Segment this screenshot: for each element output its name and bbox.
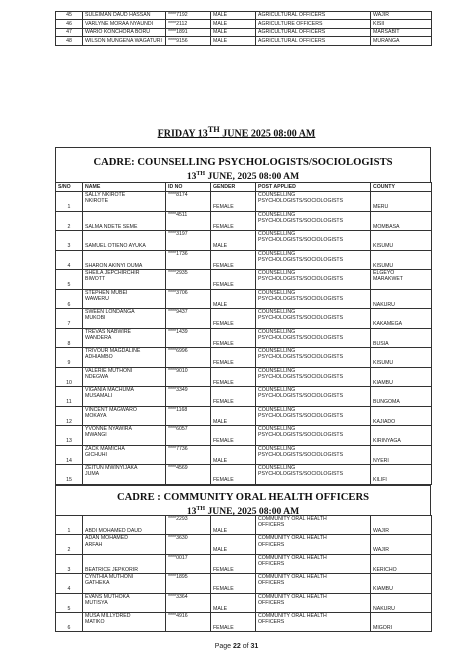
cell-name-line: TREVAS NABWIRE xyxy=(85,328,132,335)
cell-sno: 13 xyxy=(56,426,83,446)
cell-county-line: MARAKWET xyxy=(373,276,403,283)
cell-gender: FEMALE xyxy=(211,250,256,270)
cell-sno: 12 xyxy=(56,406,83,426)
table-row xyxy=(56,192,432,212)
cell-name-line: BEATRICE JEPKORIR xyxy=(85,566,138,573)
cell-name-line: SALMA NDETE SEME xyxy=(85,223,138,230)
cell-county-line: WAJIR xyxy=(373,547,389,554)
header-sno: S/NO xyxy=(56,183,83,192)
cell-post-line: PSYCHOLOGISTS/SOCIOLOGISTS xyxy=(258,432,344,439)
cell-gender: FEMALE xyxy=(211,328,256,348)
cell-county-line: KAJIADO xyxy=(373,418,396,425)
cell-post-line: COMMUNITY ORAL HEALTH xyxy=(258,535,327,542)
cell-gender: MALE xyxy=(211,516,256,535)
cell-name-line: ADHIAMBO xyxy=(85,354,113,361)
continued-table xyxy=(55,11,432,46)
cell-gender: MALE xyxy=(211,20,256,28)
cell-name xyxy=(83,426,166,446)
cell-sno: 10 xyxy=(56,367,83,387)
cell-county-line: KIAMBU xyxy=(373,379,393,386)
cell-county xyxy=(371,348,432,368)
cell-gender: FEMALE xyxy=(211,574,256,593)
cell-post-line: OFFICERS xyxy=(258,580,285,587)
cell-name-line: JUMA xyxy=(85,471,100,478)
cell-post-line: PSYCHOLOGISTS/SOCIOLOGISTS xyxy=(258,334,344,341)
header-county: COUNTY xyxy=(371,183,432,192)
cell-name-line: ADAN MOHAMED xyxy=(85,535,128,542)
cell-gender: FEMALE xyxy=(211,348,256,368)
cell-sno: 4 xyxy=(56,250,83,270)
cell-name-line: ABDI MOHAMED DAUD xyxy=(85,528,142,535)
cell-post xyxy=(256,328,371,348)
cell-county xyxy=(371,445,432,465)
cell-sno: 9 xyxy=(56,348,83,368)
cell-name xyxy=(83,348,166,368)
cell-name-line: VIGANIA MACHUMA xyxy=(85,387,134,393)
section-title: CADRE : COMMUNITY ORAL HEALTH OFFICERS xyxy=(116,492,369,503)
cell-county xyxy=(371,270,432,290)
cell-post xyxy=(256,406,371,426)
cell-id: ****3364 xyxy=(166,593,211,612)
cell-gender: FEMALE xyxy=(211,309,256,329)
cell-gender: MALE xyxy=(211,37,256,45)
cell-county: MARSABIT xyxy=(371,28,432,36)
cell-sno: 48 xyxy=(56,37,83,45)
cell-sno: 1 xyxy=(56,192,83,212)
cell-name-line: GICHUHI xyxy=(85,451,107,458)
cell-name xyxy=(83,289,166,309)
cell-county-line: MIGORI xyxy=(373,625,393,632)
cell-county xyxy=(371,554,432,573)
cell-name-line: ZACK MAMICHA xyxy=(85,445,125,452)
cell-name-line: TRIVOUR MAGDALINE xyxy=(85,348,141,354)
cell-id: ****1736 xyxy=(166,250,211,270)
table-row xyxy=(56,250,432,270)
cell-name-line: WAWERU xyxy=(85,295,109,302)
cell-name xyxy=(83,612,166,631)
cell-name xyxy=(83,445,166,465)
cell-sno: 3 xyxy=(56,554,83,573)
cell-county-line: BUNGOMA xyxy=(373,399,400,406)
cell-post xyxy=(256,250,371,270)
cell-name xyxy=(83,367,166,387)
cell-sno: 4 xyxy=(56,574,83,593)
cell-name-line: BIWOTT xyxy=(85,276,106,283)
table-row xyxy=(56,20,432,28)
cell-post-line: OFFICERS xyxy=(258,522,285,529)
cell-sno: 46 xyxy=(56,20,83,28)
table-row xyxy=(56,211,432,231)
cell-post xyxy=(256,192,371,212)
cell-id: ****2112 xyxy=(166,20,211,28)
cell-post xyxy=(256,367,371,387)
cell-post-line: COUNSELLING xyxy=(258,211,296,218)
cell-name-line: ZEITUN MWINYIJAKA xyxy=(85,465,138,471)
cell-name-line: STEPHEN MUBEI xyxy=(85,289,128,296)
cell-sno: 14 xyxy=(56,445,83,465)
cell-gender: FEMALE xyxy=(211,554,256,573)
cell-id: ****8174 xyxy=(166,192,211,212)
cell-gender: MALE xyxy=(211,535,256,554)
cell-post-line: COMMUNITY ORAL HEALTH xyxy=(258,612,327,619)
cell-county xyxy=(371,406,432,426)
cell-post xyxy=(256,574,371,593)
table-row xyxy=(56,289,432,309)
cell-post: AGRICULTURAL OFFICERS xyxy=(256,28,371,36)
table-row xyxy=(56,37,432,45)
cell-name xyxy=(83,554,166,573)
table-row xyxy=(56,593,432,612)
header-post: POST APPLIED xyxy=(256,183,371,192)
cell-id: ****2935 xyxy=(166,270,211,290)
cell-post-line: COUNSELLING xyxy=(258,387,296,393)
cell-name xyxy=(83,192,166,212)
cell-sno: 8 xyxy=(56,328,83,348)
cell-name: WARIO KONCHORA BORU xyxy=(83,28,166,36)
cell-post-line: COUNSELLING xyxy=(258,231,296,237)
cell-county xyxy=(371,367,432,387)
oral-health-table xyxy=(55,515,432,632)
cell-gender: MALE xyxy=(211,12,256,20)
cell-post-line: COUNSELLING xyxy=(258,367,296,374)
cell-sno: 3 xyxy=(56,231,83,251)
cell-post xyxy=(256,270,371,290)
cell-gender: MALE xyxy=(211,406,256,426)
cell-name-line: YVONNE NYAWIRA xyxy=(85,426,132,432)
cell-county-line: KISUMU xyxy=(373,360,394,367)
cell-county-line: KIAMBU xyxy=(373,586,393,593)
cell-id: ****2293 xyxy=(166,516,211,535)
cell-county-line: WAJIR xyxy=(373,528,389,535)
cell-post xyxy=(256,445,371,465)
cell-county xyxy=(371,593,432,612)
counselling-table xyxy=(55,182,432,485)
cell-county-line: MOMBASA xyxy=(373,223,400,230)
cell-post-line: PSYCHOLOGISTS/SOCIOLOGISTS xyxy=(258,412,344,419)
cell-name-line: SAMUEL OTIENO AYUKA xyxy=(85,243,146,250)
cell-post xyxy=(256,535,371,554)
cell-post-line: COUNSELLING xyxy=(258,348,296,354)
cell-id: ****9156 xyxy=(166,37,211,45)
section-date: 13TH JUNE, 2025 08:00 AM xyxy=(186,506,300,518)
cell-name-line: MUSA MILLYDRED xyxy=(85,612,131,619)
cell-post xyxy=(256,387,371,407)
table-row xyxy=(56,612,432,631)
table-row xyxy=(56,535,432,554)
cell-gender: FEMALE xyxy=(211,612,256,631)
cell-name-line: NKIROTE xyxy=(85,198,109,205)
table-row xyxy=(56,12,432,20)
cell-sno: 6 xyxy=(56,289,83,309)
cell-post: AGRICULTURAL OFFICERS xyxy=(256,12,371,20)
cell-id: ****7192 xyxy=(166,12,211,20)
cell-id: ****1895 xyxy=(166,574,211,593)
cell-county-line: KISUMU xyxy=(373,262,394,269)
cell-name-line: MATIKO xyxy=(85,619,105,626)
cell-county-line: NAKURU xyxy=(373,301,395,308)
cell-post xyxy=(256,426,371,446)
cell-county-line: MERU xyxy=(373,204,389,211)
cell-post-line: COUNSELLING xyxy=(258,426,296,432)
cell-sno: 6 xyxy=(56,612,83,631)
cell-name xyxy=(83,387,166,407)
cell-sno: 2 xyxy=(56,535,83,554)
cell-name-line: VALERIE MUTHONI xyxy=(85,367,133,374)
cell-gender: MALE xyxy=(211,289,256,309)
cell-post: AGRICULTURAL OFFICERS xyxy=(256,37,371,45)
cell-id: ****4916 xyxy=(166,612,211,631)
cell-name xyxy=(83,535,166,554)
cell-post xyxy=(256,289,371,309)
cell-name xyxy=(83,516,166,535)
cell-id: ****3630 xyxy=(166,535,211,554)
cell-sno: 15 xyxy=(56,465,83,485)
cell-post xyxy=(256,612,371,631)
cell-id: ****1168 xyxy=(166,406,211,426)
cell-post-line: COUNSELLING xyxy=(258,309,296,315)
cell-id: ****3349 xyxy=(166,387,211,407)
cell-post-line: OFFICERS xyxy=(258,599,285,606)
table-row xyxy=(56,554,432,573)
table-row xyxy=(56,465,432,485)
cell-name xyxy=(83,465,166,485)
cell-county xyxy=(371,574,432,593)
cell-name xyxy=(83,250,166,270)
cell-county xyxy=(371,516,432,535)
cell-post-line: COMMUNITY ORAL HEALTH xyxy=(258,554,327,561)
page-footer: Page 22 of 31 xyxy=(214,643,259,650)
cell-county xyxy=(371,211,432,231)
cell-county xyxy=(371,328,432,348)
table-row xyxy=(56,426,432,446)
cell-post-line: PSYCHOLOGISTS/SOCIOLOGISTS xyxy=(258,451,344,458)
cell-post-line: PSYCHOLOGISTS/SOCIOLOGISTS xyxy=(258,295,344,302)
cell-name-line: SHARON AKINYI OUMA xyxy=(85,262,143,269)
cell-sno: 1 xyxy=(56,516,83,535)
cell-post-line: PSYCHOLOGISTS/SOCIOLOGISTS xyxy=(258,354,344,361)
cell-gender: FEMALE xyxy=(211,387,256,407)
table-header-row xyxy=(56,183,432,192)
cell-sno: 7 xyxy=(56,309,83,329)
cell-county-line: BUSIA xyxy=(373,340,389,347)
section-date: 13TH JUNE, 2025 08:00 AM xyxy=(186,171,300,183)
cell-name-line: VINCENT MAGWARO xyxy=(85,406,137,413)
cell-county: MURANGA xyxy=(371,37,432,45)
cell-id: ****1891 xyxy=(166,28,211,36)
cell-post-line: COMMUNITY ORAL HEALTH xyxy=(258,516,327,522)
cell-post-line: COMMUNITY ORAL HEALTH xyxy=(258,574,327,581)
cell-county xyxy=(371,192,432,212)
cell-post xyxy=(256,231,371,251)
cell-gender: MALE xyxy=(211,28,256,36)
cell-name xyxy=(83,309,166,329)
table-row xyxy=(56,445,432,465)
cell-id: ****6996 xyxy=(166,348,211,368)
cell-county-line: ELGEYO xyxy=(373,270,395,276)
cell-post-line: COUNSELLING xyxy=(258,250,296,257)
cell-name xyxy=(83,270,166,290)
cell-name-line: EVANS MUTHOKA xyxy=(85,593,130,600)
cell-name-line: GATHEKA xyxy=(85,580,110,587)
cell-name: VARLYNE MORAA NYAUNDI xyxy=(83,20,166,28)
cell-name-line: MUSAMALI xyxy=(85,393,113,400)
cell-id: ****0017 xyxy=(166,554,211,573)
cell-id: ****6057 xyxy=(166,426,211,446)
cell-post-line: COUNSELLING xyxy=(258,465,296,471)
cell-post xyxy=(256,211,371,231)
cell-post-line: PSYCHOLOGISTS/SOCIOLOGISTS xyxy=(258,393,344,400)
cell-name xyxy=(83,328,166,348)
cell-post: AGRICULTURE OFFICERS xyxy=(256,20,371,28)
cell-county-line: KISUMU xyxy=(373,243,394,250)
cell-post-line: COUNSELLING xyxy=(258,406,296,413)
cell-post-line: COMMUNITY ORAL HEALTH xyxy=(258,593,327,600)
cell-id: ****3197 xyxy=(166,231,211,251)
cell-county xyxy=(371,387,432,407)
cell-gender: FEMALE xyxy=(211,192,256,212)
cell-name: SULEIMAN DAUD HASSAN xyxy=(83,12,166,20)
cell-gender: MALE xyxy=(211,445,256,465)
cell-sno: 11 xyxy=(56,387,83,407)
cell-name: WILSON MUNGENA WAGATURI xyxy=(83,37,166,45)
cell-county xyxy=(371,465,432,485)
cell-id: ****4569 xyxy=(166,465,211,485)
cell-post-line: PSYCHOLOGISTS/SOCIOLOGISTS xyxy=(258,237,344,244)
cell-post-line: PSYCHOLOGISTS/SOCIOLOGISTS xyxy=(258,256,344,263)
cell-name-line: CYNTHIA MUTHONI xyxy=(85,574,134,581)
cell-county: KISII xyxy=(371,20,432,28)
cell-county: WAJIR xyxy=(371,12,432,20)
cell-post-line: PSYCHOLOGISTS/SOCIOLOGISTS xyxy=(258,471,344,478)
cell-post-line: COUNSELLING xyxy=(258,445,296,452)
cell-name-line: SHEILA JEPCHIRCHIR xyxy=(85,270,140,276)
cell-post-line: COUNSELLING xyxy=(258,270,296,276)
cell-post xyxy=(256,593,371,612)
table-row xyxy=(56,309,432,329)
cell-county-line: KERICHO xyxy=(373,566,397,573)
cell-post-line: PSYCHOLOGISTS/SOCIOLOGISTS xyxy=(258,373,344,380)
cell-county-line: NAKURU xyxy=(373,605,395,612)
cell-name xyxy=(83,211,166,231)
table-row xyxy=(56,406,432,426)
cell-gender: FEMALE xyxy=(211,367,256,387)
cell-county xyxy=(371,231,432,251)
cell-id: ****1439 xyxy=(166,328,211,348)
cell-county-line: KAKAMEGA xyxy=(373,321,403,328)
cell-post xyxy=(256,516,371,535)
cell-post-line: COUNSELLING xyxy=(258,192,296,198)
cell-name-line: WANDERA xyxy=(85,334,112,341)
table-row xyxy=(56,28,432,36)
cell-name-line: SWEEN LONDANGA xyxy=(85,309,135,315)
cell-id: ****9010 xyxy=(166,367,211,387)
cell-name xyxy=(83,231,166,251)
cell-post-line: COUNSELLING xyxy=(258,289,296,296)
cell-post-line: PSYCHOLOGISTS/SOCIOLOGISTS xyxy=(258,217,344,224)
header-name: NAME xyxy=(83,183,166,192)
cell-id: ****7736 xyxy=(166,445,211,465)
cell-name-line: SALLY NKIROTE xyxy=(85,192,126,198)
cell-name-line: MWANGI xyxy=(85,432,107,439)
cell-post-line: COUNSELLING xyxy=(258,328,296,335)
cell-name-line: MOKAYA xyxy=(85,412,107,419)
cell-post-line: OFFICERS xyxy=(258,541,285,548)
cell-gender: MALE xyxy=(211,231,256,251)
cell-post xyxy=(256,348,371,368)
cell-post-line: PSYCHOLOGISTS/SOCIOLOGISTS xyxy=(258,276,344,283)
cell-name-line: MUKOBI xyxy=(85,315,106,322)
section-heading-oral-health xyxy=(55,485,431,518)
section-heading-counselling xyxy=(55,147,431,182)
cell-gender: FEMALE xyxy=(211,211,256,231)
table-row xyxy=(56,328,432,348)
table-row xyxy=(56,367,432,387)
cell-post xyxy=(256,554,371,573)
cell-post xyxy=(256,465,371,485)
cell-id: ****9437 xyxy=(166,309,211,329)
cell-post-line: OFFICERS xyxy=(258,561,285,568)
table-row xyxy=(56,231,432,251)
cell-county xyxy=(371,612,432,631)
cell-sno: 5 xyxy=(56,270,83,290)
cell-sno: 45 xyxy=(56,12,83,20)
cell-county xyxy=(371,535,432,554)
cell-name xyxy=(83,574,166,593)
cell-county-line: KILIFI xyxy=(373,477,387,484)
cell-gender: FEMALE xyxy=(211,270,256,290)
cell-county xyxy=(371,250,432,270)
cell-county xyxy=(371,309,432,329)
cell-id: ****3706 xyxy=(166,289,211,309)
cell-name xyxy=(83,593,166,612)
cell-id: ****4511 xyxy=(166,211,211,231)
cell-gender: FEMALE xyxy=(211,465,256,485)
section-title: CADRE: COUNSELLING PSYCHOLOGISTS/SOCIOLOGISTS xyxy=(93,157,393,168)
cell-gender: FEMALE xyxy=(211,426,256,446)
cell-name xyxy=(83,406,166,426)
header-gender: GENDER xyxy=(211,183,256,192)
table-row xyxy=(56,270,432,290)
cell-post-line: PSYCHOLOGISTS/SOCIOLOGISTS xyxy=(258,315,344,322)
cell-name-line: MUTISYA xyxy=(85,599,108,606)
cell-county xyxy=(371,289,432,309)
cell-sno: 47 xyxy=(56,28,83,36)
cell-name-line: ARFAH xyxy=(85,541,103,548)
table-row xyxy=(56,387,432,407)
table-row xyxy=(56,574,432,593)
cell-county xyxy=(371,426,432,446)
cell-post xyxy=(256,309,371,329)
cell-gender: MALE xyxy=(211,593,256,612)
header-id: ID NO xyxy=(166,183,211,192)
cell-county-line: KIRINYAGA xyxy=(373,438,401,445)
day-heading: FRIDAY 13TH JUNE 2025 08:00 AM xyxy=(157,125,316,140)
table-row xyxy=(56,516,432,535)
cell-sno: 5 xyxy=(56,593,83,612)
cell-post-line: PSYCHOLOGISTS/SOCIOLOGISTS xyxy=(258,198,344,205)
cell-sno: 2 xyxy=(56,211,83,231)
cell-name-line: NDEGWA xyxy=(85,373,109,380)
table-row xyxy=(56,348,432,368)
cell-county-line: NYERI xyxy=(373,457,389,464)
cell-post-line: OFFICERS xyxy=(258,619,285,626)
